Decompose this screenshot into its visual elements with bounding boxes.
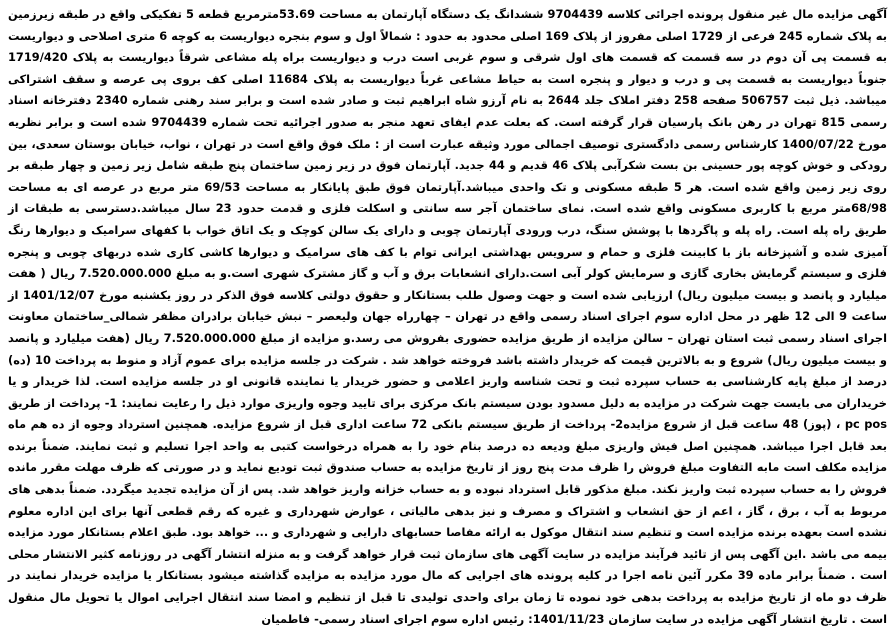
auction-notice-body: آگهی مزایده مال غیر منقول پرونده اجرائی کلاسه 9704439 ششدانگ یک دستگاه آپارتمان به مساحت 53.69مترمربع قطعه 5 تفکیکی واقع در طبقه زیرزمین به پلاک شماره 245 فرعی از 1729 اصلی مفروز از پلاک 169 اصلی محدود به حدود : شمالاً اول و سوم بنجره دیواریست به کوچه 6 متری اصلاحی و دیواریست به قسمت پی آن دوم در سه قسمت که قسمت های اول شرقی و سوم غربی است درب و دیواریست براه پله مشاعی شرقاً دیواریست به پلاک 1719/420 جنوباً دیواریست به قسمت پی و درب و دیوار و پنجره است به حیاط مشاعی غرباً دیواریست به پلاک 11684 اصلی کف بروی پی عرصه و سقف اشتراکی میباشد. ذیل ثبت 506757 صفحه 258 دفتر املاک جلد 2644 به نام آرزو شاه ابراهیم ثبت و صادر شده است و برابر سند رهنی شماره 2340 دفترخانه اسناد رسمی 815 تهران در رهن بانک پارسیان قرار گرفته است. که بعلت عدم ایفای تعهد منجر به صدور اجرائیه تحت شماره 9704439 شده است و برابر نظریه مورخ 1400/07/22 کارشناس رسمی دادگستری توصیف اجمالی مورد وثیقه عبارت است از : ملک فوق واقع است در تهران ، نواب، خیابان بوستان سعدی، بین رودکی و خوش کوچه پور حسینی بن بست شکرآبی پلاک 46 قدیم و 44 جدید. آپارتمان فوق در زیر زمین ساختمان پنج طبقه شامل زیر زمین و چهار طبقه بر روی زیر زمین واقع شده است. هر 5 طبقه مسکونی و تک واحدی میباشد.آپارتمان فوق طبق پایانکار به مساحت 69/53 متر مربع در عرصه ای به مساحت 68/98متر مربع با کاربری مسکونی واقع شده است. نمای ساختمان آجر سه سانتی و اسکلت فلزی و قدمت حدود 23 سال میباشد.دسترسی به طبقات از طریق راه پله است. راه پله و پاگردها با پوشش سنگ، درب ورودی آپارتمان چوبی و دارای یک سالن کوچک و یک اتاق خواب با کفهای سرامیک و دیوارها رنگ آمیزی شده و آشپزخانه باز با کابینت فلزی و حمام و سرویس بهداشتی ایرانی توام با کف های سرامیک و دیوارها کاشی کاری شده دربهای چوبی و پنجره فلزی و سیستم گرمایش بخاری گازی و سرمایش کولر آبی است.دارای انشعابات برق و آب و گاز مشترک شهری است.و به مبلغ 7.520.000.000 ریال ( هفت میلیارد و پانصد و بیست میلیون ریال) ارزیابی شده است و جهت وصول طلب بستانکار و حقوق دولتی کلاسه فوق الذکر در روز یکشنبه مورخ 1401/12/07 از ساعت 9 الی 12 ظهر در محل اداره سوم اجرای اسناد رسمی واقع در تهران – چهارراه جهان ولیعصر – نبش خیابان برادران مظفر شمالی_ساختمان معاونت اجرای اسناد رسمی ثبت استان تهران – سالن مزایده از طریق مزایده حضوری بفروش می رسد.و مزایده از مبلغ 7.520.000.000 ریال (هفت میلیارد و پانصد و بیست میلیون ریال) شروع و به بالاترین قیمت که خریدار داشته باشد فروخته خواهد شد . شرکت در جلسه مزایده برای عموم آزاد و منوط به پرداخت 10 (ده) درصد از مبلغ پایه کارشناسی به حساب سپرده ثبت و تحت شناسه واریز اعلامی و حضور خریدار یا نماینده قانونی او در جلسه مزایده است. لذا خریدار و یا خریداران می بایست جهت شرکت در مزایده به دلیل مسدود بودن سیستم بانک مرکزی برای تایید وجوه واریزی موارد ذیل را رعایت نمایند: 1- پرداخت از طریق pc pos ، (پوز) 48 ساعت قبل از شروع مزایده2- پرداخت از طریق سیستم بانکی 72 ساعت اداری قبل از شروع مزایده. همچنین استرداد وجوه از ده هم ماه بعد قابل اجرا میباشد. همچنین اصل فیش واریزی مبلغ ودیعه ده درصد بنام خود را به همراه درخواست کتبی به واحد اجرا تسلیم و ثبت نمایند. ضمناً برنده مزایده مکلف است مابه التفاوت مبلغ فروش را ظرف مدت پنج روز از تاریخ مزایده به حساب صندوق ثبت تودیع نماید و در صورتی که ظرف مهلت مقرر مانده فروش را به حساب سپرده ثبت واریز نکند. مبلغ مذکور قابل استرداد نبوده و به حساب خزانه واریز خواهد شد. پس از آن مزایده تجدید میگردد. ضمناً بدهی های مربوط به آب ، برق ، گاز ، اعم از حق انشعاب و اشتراک و مصرف و نیز بدهی مالیاتی ، عوارض شهرداری و غیره که رقم قطعی آنها برای این اداره معلوم نشده است بعهده برنده مزایده است و تنظیم سند انتقال موکول به ارائه مفاصا حسابهای دارایی و شهرداری و ... خواهد بود. طبق اعلام بستانکار مورد مزایده بیمه می باشد .این آگهی پس از تائید فرآیند مزایده در سایت آگهی های سازمان ثبت قرار خواهد گرفت و به منزله انتشار آگهی در روزنامه کثیر الانتشار محلی است . ضمناً برابر ماده 39 مکرر آئین نامه اجرا در کلیه پرونده های اجرایی که مال مورد مزایده به مزایده گذاشته میشود بستانکار یا مزایده خریدار نمایند در ظرف دو ماه از تاریخ مزایده به پرداخت بدهی خود نموده تا زمان برای واحدی تولیدی تا قبل از تنظیم و امضا سند انتقال اجرایی اموال یا تحویل مال منقول است . تاریخ انتشار آگهی مزایده در سایت سازمان 1401/11/23: رئیس اداره سوم اجرای اسناد رسمی- فاطمیان (8, 7, 888, 626)
